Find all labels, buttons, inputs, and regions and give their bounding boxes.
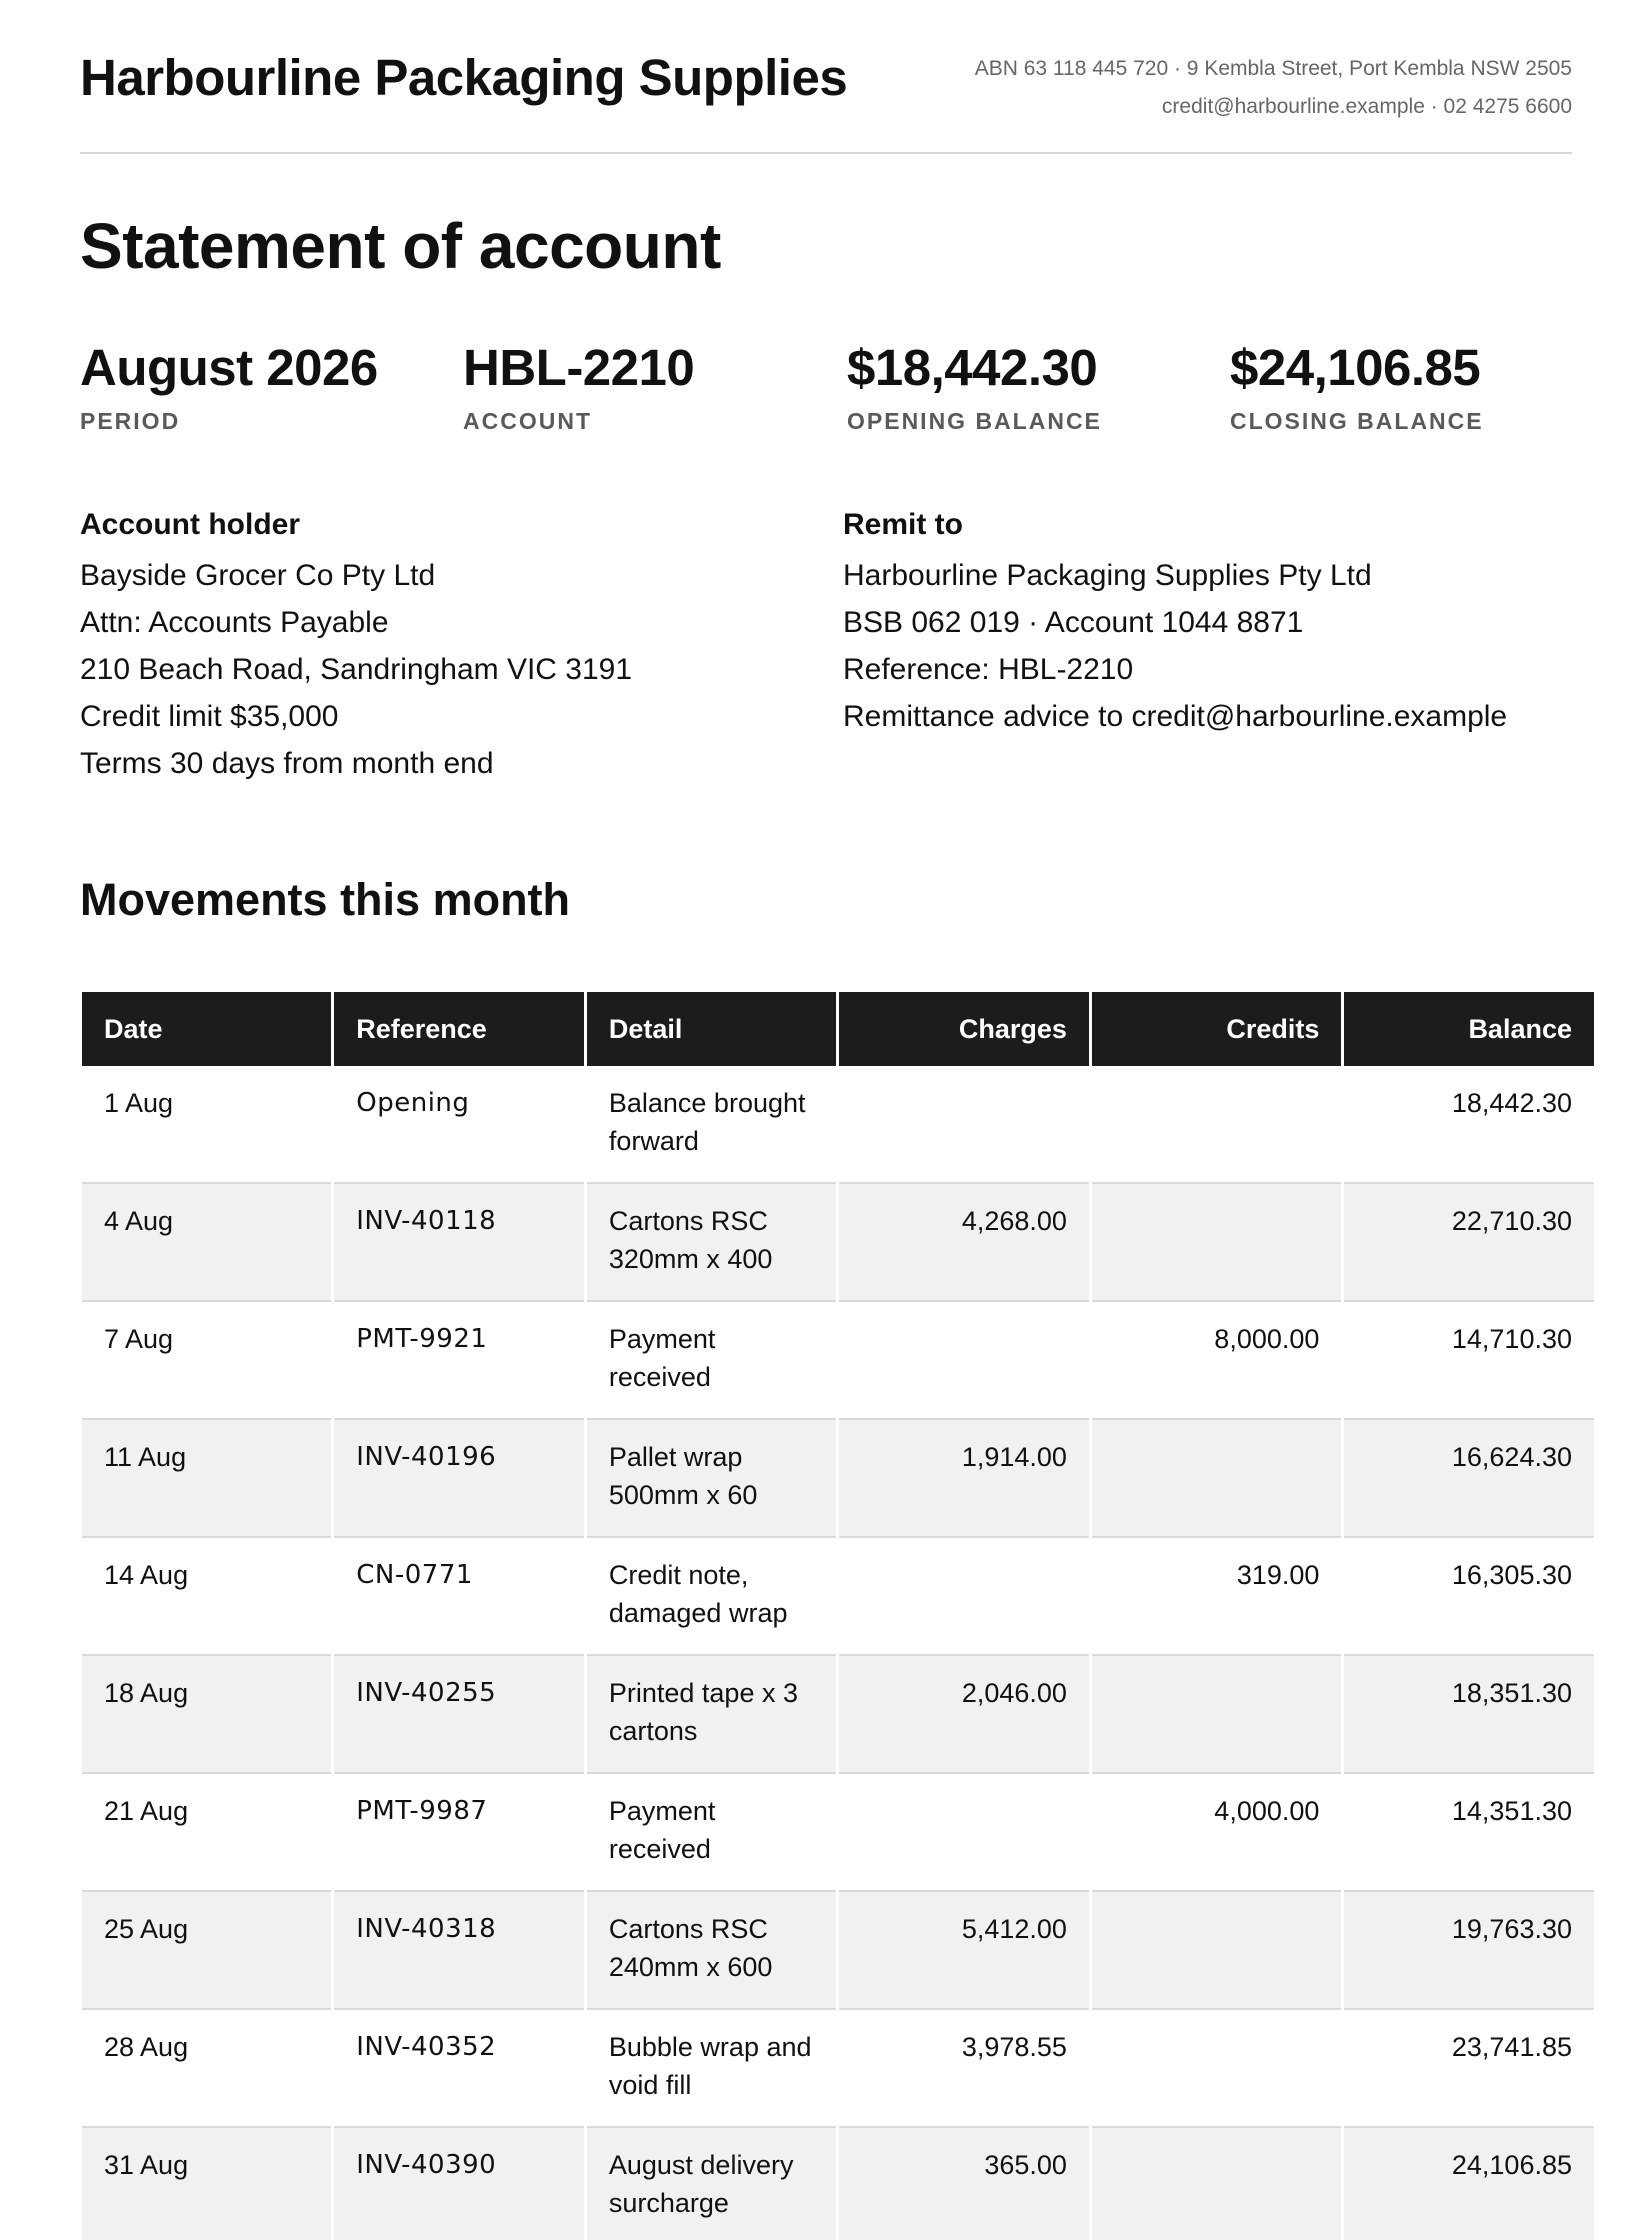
cell-balance: 14,351.30 <box>1344 1774 1594 1892</box>
column-header-balance: Balance <box>1344 992 1594 1066</box>
cell-date: 7 Aug <box>82 1302 331 1420</box>
table-row <box>82 2010 1594 2128</box>
cell-credits <box>1092 2010 1341 2128</box>
cell-detail: August delivery surcharge <box>587 2128 837 2240</box>
cell-date: 21 Aug <box>82 1774 331 1892</box>
cell-date: 14 Aug <box>82 1538 331 1656</box>
cell-balance: 19,763.30 <box>1344 1892 1594 2010</box>
column-header-charges: Charges <box>839 992 1089 1066</box>
cell-charges <box>839 1774 1089 1892</box>
contact-address-line: ABN 63 118 445 720 · 9 Kembla Street, Port Kembla NSW 2505 <box>974 57 1572 80</box>
cell-detail: Pallet wrap 500mm x 60 <box>587 1420 837 1538</box>
summary-label: PERIOD <box>80 408 181 434</box>
cell-detail: Bubble wrap and void fill <box>587 2010 837 2128</box>
table-row <box>82 1538 1594 1656</box>
table-header-row <box>82 992 1594 1066</box>
cell-credits: 4,000.00 <box>1092 1774 1341 1892</box>
remit-to-line: BSB 062 019 · Account 1044 8871 <box>843 606 1304 639</box>
cell-reference: INV-40390 <box>334 2128 584 2240</box>
summary-period <box>80 336 378 435</box>
cell-detail: Payment received <box>587 1302 837 1420</box>
account-holder-line: Credit limit $35,000 <box>80 700 339 733</box>
company-contact <box>975 50 1572 126</box>
cell-reference: INV-40196 <box>334 1420 584 1538</box>
cell-reference: CN-0771 <box>334 1538 584 1656</box>
cell-charges <box>839 1538 1089 1656</box>
movements-table-body <box>82 1066 1594 2240</box>
company-name: Harbourline Packaging Supplies <box>80 49 848 106</box>
cell-detail: Credit note, damaged wrap <box>587 1538 837 1656</box>
column-header-reference: Reference <box>334 992 584 1066</box>
cell-date: 1 Aug <box>82 1066 331 1184</box>
cell-detail: Cartons RSC 320mm x 400 <box>587 1184 837 1302</box>
account-holder-line: Bayside Grocer Co Pty Ltd <box>80 559 436 592</box>
remit-to-line: Harbourline Packaging Supplies Pty Ltd <box>843 559 1372 592</box>
cell-detail: Payment received <box>587 1774 837 1892</box>
summary-value: August 2026 <box>80 339 378 396</box>
column-header-credits: Credits <box>1092 992 1341 1066</box>
cell-balance: 18,442.30 <box>1344 1066 1594 1184</box>
cell-detail: Printed tape x 3 cartons <box>587 1656 837 1774</box>
cell-charges: 4,268.00 <box>839 1184 1089 1302</box>
summary-account <box>463 336 694 435</box>
cell-reference: PMT-9921 <box>334 1302 584 1420</box>
column-header-date: Date <box>82 992 331 1066</box>
cell-balance: 16,624.30 <box>1344 1420 1594 1538</box>
movements-table <box>79 992 1597 2240</box>
summary-closing-balance <box>1230 336 1484 435</box>
summary-label: CLOSING BALANCE <box>1230 408 1484 434</box>
table-row <box>82 1184 1594 1302</box>
table-row <box>82 1774 1594 1892</box>
cell-charges <box>839 1302 1089 1420</box>
account-holder-line: Attn: Accounts Payable <box>80 606 389 639</box>
remit-to-line: Reference: HBL-2210 <box>843 653 1134 686</box>
cell-charges <box>839 1066 1089 1184</box>
cell-reference: Opening <box>334 1066 584 1184</box>
summary-label: ACCOUNT <box>463 408 592 434</box>
cell-date: 18 Aug <box>82 1656 331 1774</box>
summary-label: OPENING BALANCE <box>847 408 1102 434</box>
cell-reference: PMT-9987 <box>334 1774 584 1892</box>
summary-opening-balance <box>847 336 1102 435</box>
cell-reference: INV-40352 <box>334 2010 584 2128</box>
column-header-detail: Detail <box>587 992 837 1066</box>
cell-date: 31 Aug <box>82 2128 331 2240</box>
cell-balance: 18,351.30 <box>1344 1656 1594 1774</box>
cell-date: 25 Aug <box>82 1892 331 2010</box>
cell-charges: 2,046.00 <box>839 1656 1089 1774</box>
cell-balance: 24,106.85 <box>1344 2128 1594 2240</box>
cell-credits <box>1092 1420 1341 1538</box>
remit-to-block <box>843 504 1507 740</box>
movements-title: Movements this month <box>80 874 571 925</box>
cell-charges: 3,978.55 <box>839 2010 1089 2128</box>
table-row <box>82 1420 1594 1538</box>
cell-credits: 8,000.00 <box>1092 1302 1341 1420</box>
cell-charges: 365.00 <box>839 2128 1089 2240</box>
account-holder-line: 210 Beach Road, Sandringham VIC 3191 <box>80 653 633 686</box>
summary-figures <box>80 336 1572 446</box>
remit-to-title: Remit to <box>843 508 963 541</box>
table-row <box>82 1892 1594 2010</box>
cell-credits <box>1092 1184 1341 1302</box>
cell-credits <box>1092 1892 1341 2010</box>
account-holder-title: Account holder <box>80 508 301 541</box>
cell-balance: 22,710.30 <box>1344 1184 1594 1302</box>
table-row <box>82 1656 1594 1774</box>
statement-page <box>80 0 1572 2240</box>
summary-value: $18,442.30 <box>847 339 1098 396</box>
cell-balance: 14,710.30 <box>1344 1302 1594 1420</box>
contact-email-phone-line: credit@harbourline.example · 02 4275 6600 <box>1161 95 1572 118</box>
cell-detail: Cartons RSC 240mm x 600 <box>587 1892 837 2010</box>
cell-date: 11 Aug <box>82 1420 331 1538</box>
cell-credits <box>1092 1656 1341 1774</box>
summary-value: HBL-2210 <box>463 339 695 396</box>
cell-balance: 16,305.30 <box>1344 1538 1594 1656</box>
table-row <box>82 1302 1594 1420</box>
account-holder-line: Terms 30 days from month end <box>80 747 494 780</box>
cell-credits: 319.00 <box>1092 1538 1341 1656</box>
page-title: Statement of account <box>80 210 721 282</box>
cell-detail: Balance brought forward <box>587 1066 837 1184</box>
cell-reference: INV-40118 <box>334 1184 584 1302</box>
remit-to-line: Remittance advice to credit@harbourline.example <box>843 700 1508 733</box>
letterhead <box>80 48 1572 154</box>
summary-value: $24,106.85 <box>1230 339 1481 396</box>
cell-date: 28 Aug <box>82 2010 331 2128</box>
cell-credits <box>1092 1066 1341 1184</box>
cell-credits <box>1092 2128 1341 2240</box>
account-holder-block <box>80 504 632 787</box>
cell-reference: INV-40318 <box>334 1892 584 2010</box>
cell-date: 4 Aug <box>82 1184 331 1302</box>
cell-balance: 23,741.85 <box>1344 2010 1594 2128</box>
cell-charges: 5,412.00 <box>839 1892 1089 2010</box>
cell-charges: 1,914.00 <box>839 1420 1089 1538</box>
table-row <box>82 2128 1594 2240</box>
cell-reference: INV-40255 <box>334 1656 584 1774</box>
table-row <box>82 1066 1594 1184</box>
